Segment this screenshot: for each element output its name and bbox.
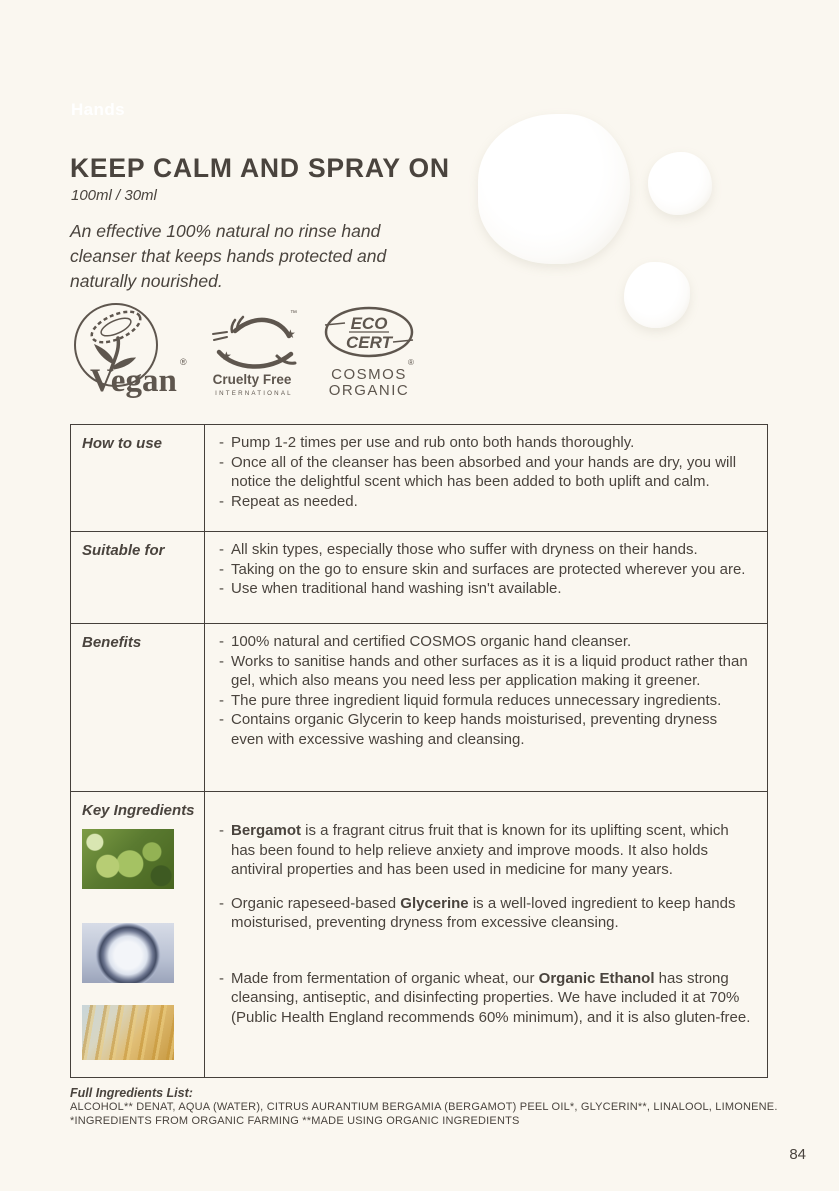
bullet-text: Repeat as needed. bbox=[231, 492, 358, 510]
bullet-item bbox=[212, 710, 753, 749]
ingredient-text-pre: Organic rapeseed-based bbox=[231, 894, 401, 912]
bullet-dash: - bbox=[219, 633, 224, 650]
row-label-text: Key Ingredients bbox=[82, 802, 195, 819]
row-label-benefits bbox=[71, 624, 205, 791]
product-description: An effective 100% natural no rinse hand cleanser that keeps hands protected and naturally nourished. bbox=[70, 221, 387, 291]
ecocert-logo-icon bbox=[323, 306, 415, 398]
ingredient-name-bold: Organic Ethanol bbox=[538, 969, 655, 987]
bullet-dash: - bbox=[219, 434, 224, 451]
page-title: KEEP CALM AND SPRAY ON bbox=[70, 153, 450, 183]
svg-text:Vegan: Vegan bbox=[90, 363, 177, 399]
bullet-item bbox=[212, 492, 753, 512]
bullet-text: Once all of the cleanser has been absorbed and your hands are dry, you will notice the delightful scent which has been added to both uplift and calm. bbox=[231, 453, 737, 490]
row-label-text: How to use bbox=[82, 435, 163, 452]
bullet-text: Use when traditional hand washing isn't available. bbox=[231, 580, 562, 597]
bullet-item bbox=[212, 540, 753, 560]
leaping-bunny-logo-icon bbox=[205, 304, 300, 399]
row-content bbox=[205, 792, 767, 1077]
bullet-item bbox=[212, 632, 753, 652]
full-ingredients-line1: ALCOHOL** DENAT, AQUA (WATER), CITRUS AURANTIUM BERGAMIA (BERGAMOT) PEEL OIL*, GLYCERIN**, LINALOOL, LIMONENE. bbox=[70, 1101, 778, 1113]
ingredient-text bbox=[231, 969, 753, 1028]
bullet-item bbox=[212, 453, 753, 492]
ingredient-text-post: is a fragrant citrus fruit that is known for its uplifting scent, which has been found to help relieve anxiety and improve moods. It also holds antiviral properties and has been used in medicine for many years. bbox=[231, 822, 729, 878]
ingredient-text-post: has strong cleansing, antiseptic, and disinfecting properties. We have included it at 70% (Public Health England recommends 60% minimum), and it is also gluten-free. bbox=[231, 969, 751, 1026]
bullet-dash: - bbox=[219, 691, 224, 709]
bullet-dash: - bbox=[219, 560, 224, 578]
table-row-benefits bbox=[71, 623, 767, 791]
table-row-suitable-for bbox=[71, 531, 767, 623]
ingredient-paragraph-ethanol bbox=[212, 969, 753, 1028]
row-content bbox=[205, 624, 767, 791]
bullet-text: All skin types, especially those who suffer with dryness on their hands. bbox=[231, 541, 698, 558]
row-label-suitable-for bbox=[71, 532, 205, 623]
row-content bbox=[205, 425, 767, 531]
row-label-text: Benefits bbox=[82, 634, 142, 651]
product-droplet-small bbox=[624, 262, 690, 328]
volume-label: 100ml / 30ml bbox=[71, 187, 157, 204]
bullet-text: The pure three ingredient liquid formula reduces unnecessary ingredients. bbox=[231, 691, 722, 709]
svg-text:INTERNATIONAL: INTERNATIONAL bbox=[215, 390, 293, 397]
bullet-text: Works to sanitise hands and other surfaces as it is a liquid product rather than gel, which also means you need less per application making it greener. bbox=[231, 652, 748, 689]
svg-text:ECO: ECO bbox=[350, 314, 388, 333]
ingredient-text bbox=[231, 821, 753, 880]
bullet-text: 100% natural and certified COSMOS organic hand cleanser. bbox=[231, 633, 632, 650]
ingredient-text bbox=[231, 894, 753, 933]
glycerine-photo bbox=[82, 923, 174, 983]
row-content bbox=[205, 532, 767, 623]
row-label-key-ingredients bbox=[71, 792, 205, 1077]
svg-text:COSMOS: COSMOS bbox=[331, 366, 407, 383]
wheat-photo bbox=[82, 1005, 174, 1060]
bullet-dash: - bbox=[219, 969, 224, 987]
ingredient-text-pre: Made from fermentation of organic wheat, our bbox=[231, 969, 539, 987]
product-droplet-large bbox=[478, 114, 630, 264]
table-row-how-to-use bbox=[71, 425, 767, 531]
full-ingredients-line2: *INGREDIENTS FROM ORGANIC FARMING **MADE USING ORGANIC INGREDIENTS bbox=[70, 1115, 520, 1127]
svg-text:★: ★ bbox=[285, 327, 296, 341]
svg-text:®: ® bbox=[408, 358, 414, 367]
bullet-dash: - bbox=[219, 894, 224, 912]
ingredient-text-post: is a well-loved ingredient to keep hands moisturised, preventing dryness from excessive cleansing. bbox=[231, 894, 736, 931]
svg-text:®: ® bbox=[180, 357, 187, 367]
ingredient-name-bold: Bergamot bbox=[231, 822, 302, 839]
bergamot-photo bbox=[82, 829, 174, 889]
bullet-item bbox=[212, 433, 753, 453]
bullet-item bbox=[212, 691, 753, 711]
bullet-dash: - bbox=[219, 453, 224, 471]
bullet-dash: - bbox=[219, 541, 224, 558]
svg-text:★: ★ bbox=[221, 349, 232, 363]
product-droplet-medium bbox=[648, 152, 712, 215]
row-label-text: Suitable for bbox=[82, 542, 165, 559]
bullet-text: Pump 1-2 times per use and rub onto both hands thoroughly. bbox=[231, 434, 635, 451]
category-label: Hands bbox=[71, 100, 125, 119]
row-label-how-to-use bbox=[71, 425, 205, 531]
full-ingredients-label: Full Ingredients List: bbox=[70, 1086, 193, 1100]
bullet-dash: - bbox=[219, 822, 224, 839]
table-row-key-ingredients bbox=[71, 791, 767, 1077]
bullet-item bbox=[212, 652, 753, 691]
bullet-text: Taking on the go to ensure skin and surfaces are protected wherever you are. bbox=[231, 560, 746, 578]
bullet-dash: - bbox=[219, 580, 224, 597]
bullet-text: Contains organic Glycerin to keep hands moisturised, preventing dryness even with excessive washing and cleansing. bbox=[231, 711, 718, 748]
svg-text:Cruelty Free: Cruelty Free bbox=[212, 372, 292, 387]
bullet-item bbox=[212, 579, 753, 599]
bullet-dash: - bbox=[219, 652, 224, 670]
bullet-dash: - bbox=[219, 492, 224, 510]
svg-text:™: ™ bbox=[290, 310, 297, 317]
svg-text:ORGANIC: ORGANIC bbox=[328, 382, 410, 398]
product-info-table bbox=[70, 424, 768, 1078]
certification-logos bbox=[66, 300, 415, 400]
ingredient-paragraph-glycerine bbox=[212, 894, 753, 933]
bullet-dash: - bbox=[219, 711, 224, 728]
ingredient-paragraph-bergamot bbox=[212, 821, 753, 880]
vegan-logo-icon bbox=[66, 300, 190, 400]
ingredient-name-bold: Glycerine bbox=[400, 894, 469, 912]
bullet-item bbox=[212, 560, 753, 580]
svg-text:CERT: CERT bbox=[346, 333, 392, 352]
page-number: 84 bbox=[789, 1146, 806, 1163]
